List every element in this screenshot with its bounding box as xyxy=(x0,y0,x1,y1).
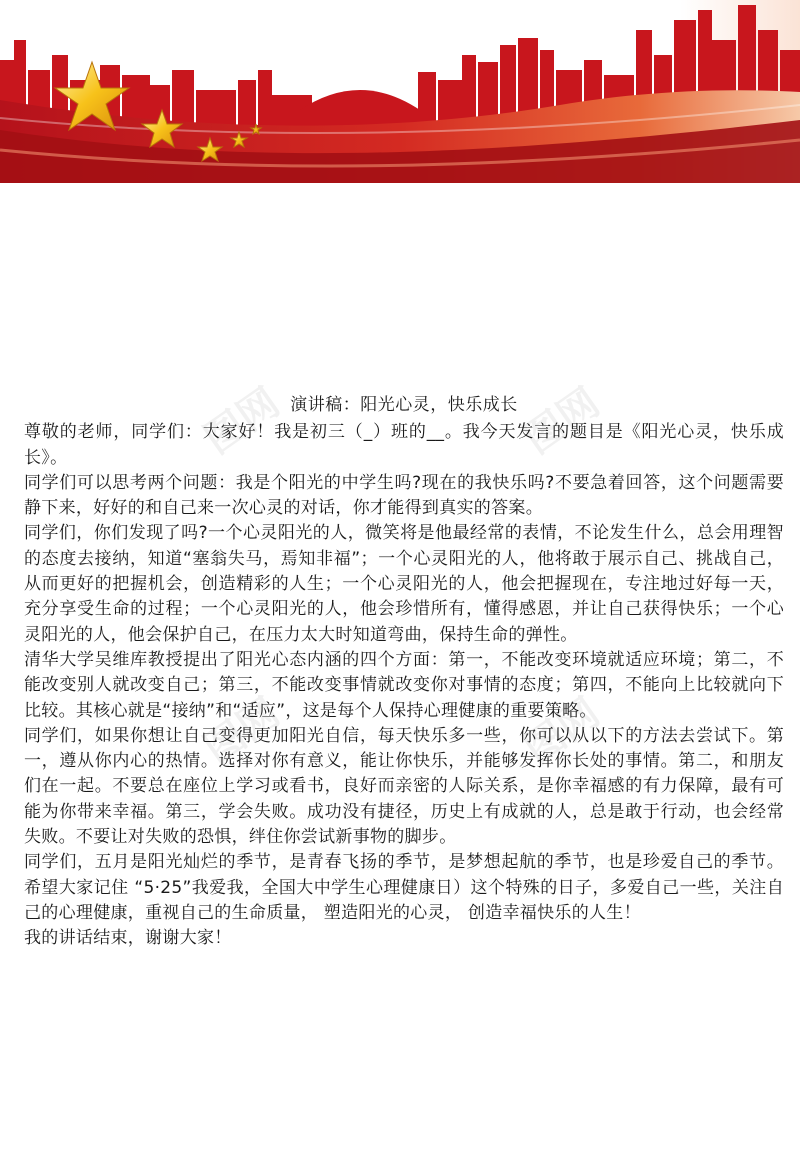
document-title: 演讲稿：阳光心灵，快乐成长 xyxy=(290,395,518,415)
paragraph-greeting: 尊敬的老师，同学们：大家好！我是初三（_）班的__。我今天发言的题目是《阳光心灵，快乐成长》。 xyxy=(24,422,784,468)
paragraph-professor: 清华大学吴维库教授提出了阳光心态内涵的四个方面：第一，不能改变环境就适应环境；第二，不能改变别人就改变自己；第三，不能改变事情就改变你对事情的态度；第四，不能向上比较就向下比较。其核心就是“接纳”和“适应”，这是每个人保持心理健康的重要策略。 xyxy=(24,649,784,721)
header-banner xyxy=(0,0,800,183)
paragraph-sunny-heart: 同学们，你们发现了吗?一个心灵阳光的人，微笑将是他最经常的表情，不论发生什么，总会用理智的态度去接纳，知道“塞翁失马，焉知非福”；一个心灵阳光的人，他将敢于展示自己、挑战自己，从而更好的把握机会，创造精彩的人生；一个心灵阳光的人，他会把握现在，专注地过好每一天，充分享受生命的过程；一个心灵阳光的人，他会珍惜所有，懂得感恩，并让自己获得快乐；一个心灵阳光的人，他会保护自己，在压力太大时知道弯曲，保持生命的弹性。 xyxy=(24,523,784,645)
speech-document xyxy=(24,393,784,952)
watermark: 图网 xyxy=(516,689,608,774)
paragraph-closing: 我的讲话结束，谢谢大家！ xyxy=(24,928,232,949)
watermark: 图网 xyxy=(196,379,288,464)
watermark: 图网 xyxy=(196,689,288,774)
paragraph-questions: 同学们可以思考两个问题：我是个阳光的中学生吗?现在的我快乐吗?不要急着回答，这个问题需要静下来，好好的和自己来一次心灵的对话，你才能得到真实的答案。 xyxy=(24,472,784,519)
paragraph-methods: 同学们，如果你想让自己变得更加阳光自信，每天快乐多一些，你可以从以下的方法去尝试下。第一，遵从你内心的热情。选择对你有意义，能让你快乐，并能够发挥你长处的事情。第二，和朋友们在一起。不要总在座位上学习或看书，良好而亲密的人际关系，是你幸福感的有力保障，最有可能为你带来幸福。第三，学会失败。成功没有捷径，历史上有成就的人，总是敢于行动，也会经常失败。不要让对失败的恐惧，绊住你尝试新事物的脚步。 xyxy=(24,725,784,848)
banner-illustration xyxy=(0,0,800,183)
watermark: 图网 xyxy=(516,379,608,464)
paragraph-may: 同学们，五月是阳光灿烂的季节，是青春飞扬的季节，是梦想起航的季节，也是珍爱自己的季节。希望大家记住 “5·25”我爱我，全国大中学生心理健康日）这个特殊的日子，多爱自己一些，关注自己的心理健康，重视自己的生命质量， 塑造阳光的心灵， 创造幸福快乐的人生！ xyxy=(24,852,784,923)
